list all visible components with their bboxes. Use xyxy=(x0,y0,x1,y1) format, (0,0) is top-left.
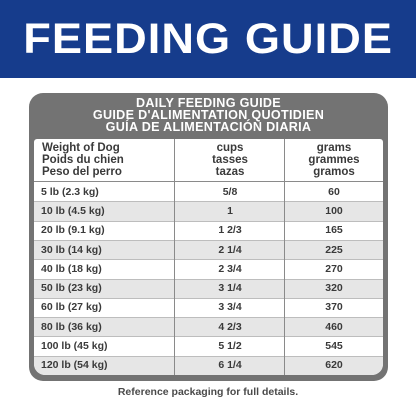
table-row xyxy=(34,201,383,220)
grams-cell: 270 xyxy=(325,262,343,275)
header-grams-es: gramos xyxy=(313,166,355,178)
weight-cell: 5 lb (2.3 kg) xyxy=(41,185,99,198)
table-row xyxy=(34,182,383,201)
grams-cell: 60 xyxy=(328,185,340,198)
weight-cell: 50 lb (23 kg) xyxy=(41,282,102,295)
weight-cell: 100 lb (45 kg) xyxy=(41,340,108,353)
table-row xyxy=(34,317,383,336)
column-divider-1 xyxy=(174,139,175,375)
table-row xyxy=(34,240,383,259)
grams-cell: 545 xyxy=(325,340,343,353)
page-title: FEEDING GUIDE xyxy=(23,14,393,63)
weight-cell: 20 lb (9.1 kg) xyxy=(41,224,105,237)
header-grams-fr: grammes xyxy=(308,154,360,166)
header-grams xyxy=(285,139,383,181)
header-weight xyxy=(42,139,172,181)
header-cups-fr: tasses xyxy=(212,154,248,166)
table-row xyxy=(34,279,383,298)
header-weight-es: Peso del perro xyxy=(42,166,122,178)
cups-cell: 2 1/4 xyxy=(218,243,242,256)
header-divider xyxy=(34,181,383,182)
header-cups-en: cups xyxy=(216,142,244,154)
row-divider xyxy=(34,336,383,337)
cups-cell: 3 3/4 xyxy=(218,301,242,314)
feeding-guide-panel xyxy=(29,93,388,381)
weight-cell: 60 lb (27 kg) xyxy=(41,301,102,314)
table-row xyxy=(34,259,383,278)
header-grams-en: grams xyxy=(316,142,352,154)
heading-english: DAILY FEEDING GUIDE xyxy=(136,96,281,110)
panel-heading xyxy=(29,93,388,137)
cups-cell: 1 2/3 xyxy=(218,224,242,237)
grams-cell: 320 xyxy=(325,282,343,295)
row-divider xyxy=(34,259,383,260)
row-divider xyxy=(34,221,383,222)
weight-cell: 10 lb (4.5 kg) xyxy=(41,204,105,217)
row-divider xyxy=(34,298,383,299)
header-weight-en: Weight of Dog xyxy=(42,142,120,154)
header-banner xyxy=(0,0,416,78)
table-row xyxy=(34,298,383,317)
grams-cell: 370 xyxy=(325,301,343,314)
grams-cell: 620 xyxy=(325,359,343,372)
row-divider xyxy=(34,317,383,318)
row-divider xyxy=(34,240,383,241)
cups-cell: 3 1/4 xyxy=(218,282,242,295)
cups-cell: 5 1/2 xyxy=(218,340,242,353)
cups-cell: 4 2/3 xyxy=(218,320,242,333)
cups-cell: 5/8 xyxy=(222,185,238,198)
column-divider-2 xyxy=(284,139,285,375)
heading-spanish: GUÍA DE ALIMENTACIÓN DIARIA xyxy=(105,120,312,134)
cups-cell: 1 xyxy=(227,204,233,217)
feeding-table xyxy=(34,139,383,375)
heading-french: GUIDE D'ALIMENTATION QUOTIDIEN xyxy=(92,108,325,122)
header-weight-fr: Poids du chien xyxy=(42,154,124,166)
table-row xyxy=(34,336,383,355)
weight-cell: 30 lb (14 kg) xyxy=(41,243,102,256)
grams-cell: 165 xyxy=(325,224,343,237)
table-row xyxy=(34,221,383,240)
row-divider xyxy=(34,356,383,357)
grams-cell: 100 xyxy=(325,204,343,217)
table-row xyxy=(34,356,383,375)
weight-cell: 40 lb (18 kg) xyxy=(41,262,102,275)
row-divider xyxy=(34,201,383,202)
row-divider xyxy=(34,279,383,280)
cups-cell: 2 3/4 xyxy=(218,262,242,275)
footer-note: Reference packaging for full details. xyxy=(117,386,299,398)
weight-cell: 120 lb (54 kg) xyxy=(41,359,108,372)
weight-cell: 80 lb (36 kg) xyxy=(41,320,102,333)
header-cups-es: tazas xyxy=(215,166,245,178)
cups-cell: 6 1/4 xyxy=(218,359,242,372)
grams-cell: 225 xyxy=(325,243,343,256)
grams-cell: 460 xyxy=(325,320,343,333)
header-cups xyxy=(176,139,284,181)
